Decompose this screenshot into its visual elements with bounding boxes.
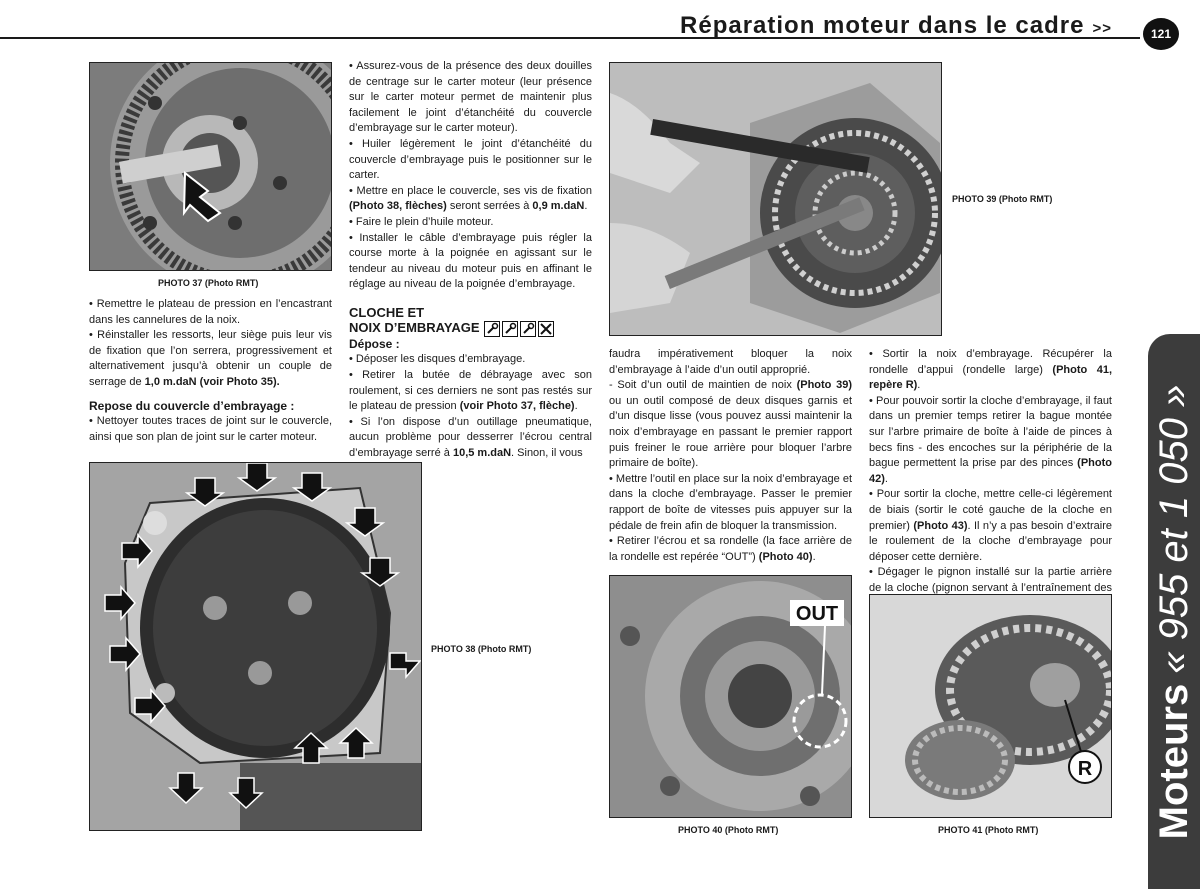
crossed-tools-icon — [538, 321, 554, 337]
text-run-bold: 0,9 m.daN — [532, 200, 585, 213]
photo-40-caption: PHOTO 40 (Photo RMT) — [678, 825, 779, 835]
out-label: OUT — [795, 603, 839, 625]
text-run-bold: (Photo 41, repère R) — [869, 363, 1113, 392]
wrench-icon — [502, 321, 518, 337]
difficulty-icons — [484, 320, 556, 337]
photo-38-caption: PHOTO 38 (Photo RMT) — [431, 644, 532, 654]
text-run: • Retirer la butée de débrayage avec son roulement, si ces derniers ne sont pas restés sur le plateau de pression — [349, 368, 592, 413]
text-run: ou un outil composé de deux disques garnis et d’un disque lisse (vous pouvez aussi maintenir la noix d’embrayage en passant le premier rapport puis freiner le roue arrière pour bloquer l’arbre primaire de boîte). — [609, 394, 852, 470]
paragraph: • Dégager le pignon installé sur la partie arrière de la cloche (pignon servant à l’entraînement des — [869, 566, 1112, 594]
photo-37-image — [90, 63, 332, 271]
paragraph — [609, 378, 852, 472]
photo-37 — [89, 62, 332, 271]
text-run: seront serrées à — [446, 200, 533, 213]
text-run-bold: 10,5 m.daN — [452, 446, 512, 459]
photo-38 — [89, 462, 422, 831]
text-run: • Sortir la noix d’embrayage. Récupérer la rondelle d’appui (rondelle large) — [869, 348, 1112, 376]
text-run: . — [812, 550, 816, 563]
page-title — [680, 12, 1112, 40]
text-run: . — [884, 472, 888, 485]
wrench-icon — [520, 321, 536, 337]
text-run: . Sinon, il vous — [511, 446, 583, 459]
title-line-2-wrap — [349, 320, 592, 337]
text-run-bold: (voir Photo 35). — [196, 375, 280, 388]
paragraph — [869, 347, 1112, 394]
title-line-2: NOIX D’EMBRAYAGE — [349, 319, 480, 335]
text-run: . Il n’y a pas besoin d’extraire le roulement de la cloche d’embrayage pour déposer cette dernière. — [869, 519, 1112, 563]
depose-heading: Dépose : — [349, 336, 400, 351]
photo-41-image — [870, 595, 1112, 818]
paragraph — [349, 368, 592, 415]
text-run: . — [584, 200, 588, 213]
text-run-bold: (Photo 43) — [913, 519, 968, 532]
photo-41 — [869, 594, 1112, 818]
side-tab-bold: Moteurs — [1152, 683, 1196, 840]
subheading-repose: Repose du couvercle d’embrayage : — [89, 398, 295, 413]
paragraph — [349, 415, 592, 462]
paragraph — [869, 487, 1112, 565]
text-run: • Mettre en place le couvercle, ses vis de fixation — [349, 184, 592, 197]
text-column-1 — [89, 297, 332, 445]
wrench-icon — [484, 321, 500, 337]
text-run: • Retirer l’écrou et sa rondelle (la face arrière de la rondelle est repérée “OUT”) — [609, 535, 852, 563]
text-run: • Pour pouvoir sortir la cloche d’embrayage, il faut dans un premier temps retirer la bague montée sur l’arbre primaire de boîte à l’aide de pinces à becs fins - des encoches sur la périphérie de la bague permettent la prise par des pinces — [869, 394, 1112, 470]
paragraph: • Nettoyer toutes traces de joint sur le couvercle, ainsi que son plan de joint sur le carter moteur. — [89, 415, 332, 443]
photo-39-image — [610, 63, 942, 336]
paragraph: • Installer le câble d’embrayage puis régler la course morte à la poignée en agissant sur le tendeur au niveau du moteur puis en affinant le réglage au niveau de la poignée d’embrayage. — [349, 231, 592, 291]
text-column-2 — [349, 59, 592, 462]
paragraph — [349, 184, 592, 215]
text-column-4 — [869, 347, 1112, 612]
text-run: • Si l’on dispose d’un outillage pneumatique, aucun problème pour desserrer l’écrou central d’embrayage serré à — [349, 415, 592, 459]
photo-39-caption: PHOTO 39 (Photo RMT) — [952, 194, 1053, 204]
photo-39 — [609, 62, 942, 336]
r-label: R — [1077, 758, 1093, 780]
photo-38-image — [90, 463, 422, 831]
side-tab-italic: « 955 et 1 050 » — [1152, 384, 1196, 674]
text-run: • Réinstaller les ressorts, leur siège puis leur vis de fixation que l’on serrera, progressivement et alternativement jusqu’à obtenir un couple de serrage de — [89, 329, 332, 388]
paragraph: • Assurez-vous de la présence des deux douilles de centrage sur le carter moteur (leur présence sur le carter moteur permet de maintenir plus facilement le joint d’étanchéité du couvercle d’embrayage sur le carter moteur). — [349, 60, 592, 135]
paragraph: • Huiler légèrement le joint d’étanchéité du couvercle d’embrayage puis le positionner sur le carter. — [349, 137, 592, 182]
photo-37-caption: PHOTO 37 (Photo RMT) — [158, 278, 259, 288]
paragraph — [869, 394, 1112, 488]
section-title-cloche — [349, 305, 592, 337]
paragraph: • Mettre l’outil en place sur la noix d’embrayage et dans la cloche d’embrayage. Passer le premier rapport de boîte de vitesses puis appuyer sur la pédale de frein afin de bloquer la transmission. — [609, 472, 852, 532]
title-line-1: CLOCHE ET — [349, 304, 425, 320]
side-tab-label — [1152, 385, 1196, 840]
text-column-3 — [609, 347, 852, 565]
text-run: . — [574, 400, 578, 413]
text-run-bold: 1,0 m.daN — [144, 375, 197, 388]
page-number: 121 — [1143, 18, 1179, 50]
text-run-bold: (Photo 38, flèches) — [349, 200, 447, 213]
text-run: . — [917, 379, 921, 392]
paragraph: • Déposer les disques d’embrayage. — [349, 353, 526, 366]
chevrons: >> — [1092, 20, 1112, 37]
text-run-bold: (Photo 39) — [796, 379, 852, 392]
section-side-tab — [1148, 334, 1200, 889]
photo-41-caption: PHOTO 41 (Photo RMT) — [938, 825, 1039, 835]
photo-40 — [609, 575, 852, 818]
paragraph — [89, 328, 332, 390]
text-run-bold: (voir Photo 37, flèche) — [459, 400, 575, 413]
text-run: • Pour sortir la cloche, mettre celle-ci légèrement de biais (sortir le coté gauche de la cloche en premier) — [869, 488, 1112, 532]
paragraph: faudra impérativement bloquer la noix d’embrayage à l’aide d’un outil approprié. — [609, 348, 852, 376]
photo-40-image — [610, 576, 852, 818]
text-run-bold: (Photo 42) — [869, 457, 1112, 485]
text-run-bold: (Photo 40) — [758, 550, 813, 563]
title-text: Réparation moteur dans le cadre — [680, 12, 1085, 39]
paragraph: • Faire le plein d’huile moteur. — [349, 215, 494, 228]
paragraph: • Remettre le plateau de pression en l’encastrant dans les cannelures de la noix. — [89, 298, 332, 326]
text-run: - Soit d’un outil de maintien de noix — [609, 379, 797, 392]
paragraph — [609, 534, 852, 565]
